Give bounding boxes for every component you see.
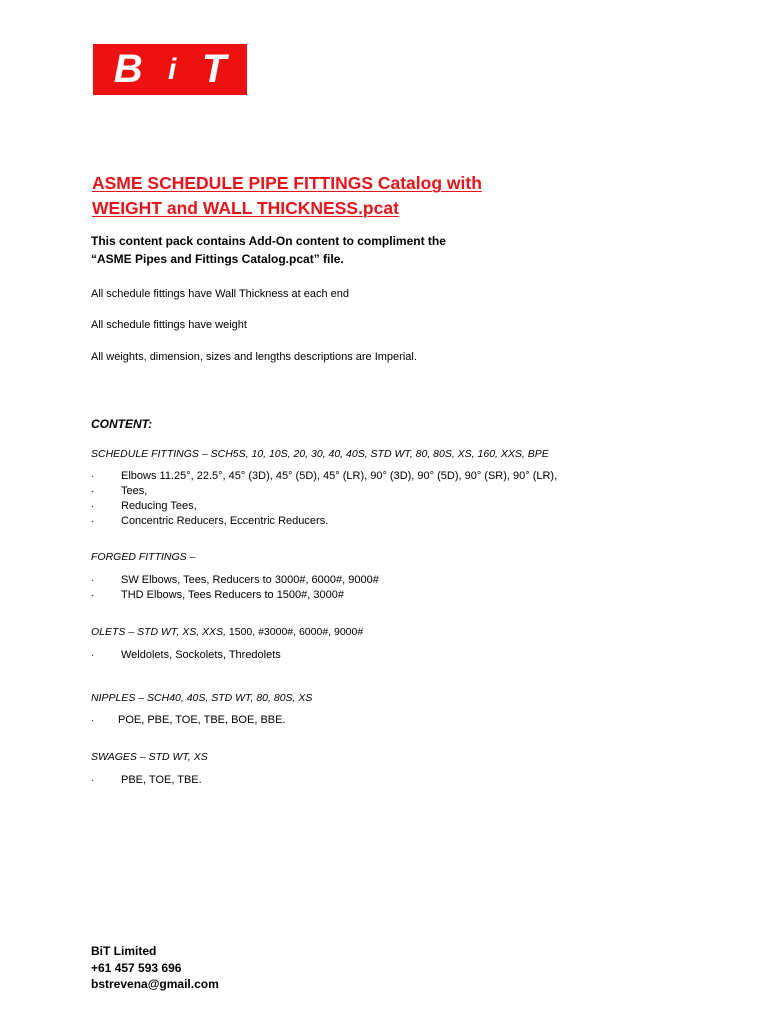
contact-footer <box>91 943 219 993</box>
olets-list <box>91 648 281 663</box>
bullet-icon: · <box>91 516 95 527</box>
forged-fittings-heading: FORGED FITTINGS – <box>91 551 196 563</box>
bullet-icon: · <box>91 575 95 586</box>
list-item: · Weldolets, Sockolets, Thredolets <box>91 649 281 661</box>
bullet-icon: · <box>91 650 95 661</box>
intro-line-2: “ASME Pipes and Fittings Catalog.pcat” file. <box>91 252 344 266</box>
list-item: · POE, PBE, TOE, TBE, BOE, BBE. <box>91 714 286 726</box>
logo-letter-i: i <box>168 53 177 86</box>
logo-letter-b: B <box>113 47 143 91</box>
bullet-icon: · <box>91 590 95 601</box>
list-item: · THD Elbows, Tees Reducers to 1500#, 3000# <box>91 589 344 601</box>
phone-number: +61 457 593 696 <box>91 960 182 975</box>
bullet-icon: · <box>91 501 95 512</box>
bit-logo <box>93 44 247 95</box>
list-item: · Elbows 11.25°, 22.5°, 45° (3D), 45° (5D), 45° (LR), 90° (3D), 90° (5D), 90° (SR), 90° (LR), <box>91 470 558 482</box>
note-imperial: All weights, dimension, sizes and lengths descriptions are Imperial. <box>91 351 417 363</box>
company-name: BiT Limited <box>91 944 157 958</box>
list-item: · Tees, <box>91 485 148 497</box>
intro-paragraph <box>91 232 446 268</box>
list-item: · Reducing Tees, <box>91 500 197 512</box>
bullet-icon: · <box>91 486 95 497</box>
swages-heading: SWAGES – STD WT, XS <box>91 751 208 763</box>
bullet-icon: · <box>91 715 95 726</box>
intro-line-1: This content pack contains Add-On content to compliment the <box>91 234 446 248</box>
schedule-fittings-list <box>91 469 557 529</box>
list-item: · Concentric Reducers, Eccentric Reducers. <box>91 515 329 527</box>
email-address: bstrevena@gmail.com <box>91 977 219 991</box>
list-item: · PBE, TOE, TBE. <box>91 774 202 786</box>
note-weight: All schedule fittings have weight <box>91 319 247 331</box>
forged-fittings-list <box>91 573 379 603</box>
list-item: · SW Elbows, Tees, Reducers to 3000#, 6000#, 9000# <box>91 574 379 586</box>
title-line-1: ASME SCHEDULE PIPE FITTINGS Catalog with <box>92 173 482 193</box>
schedule-fittings-heading: SCHEDULE FITTINGS – SCH5S, 10, 10S, 20, 30, 40, 40S, STD WT, 80, 80S, XS, 160, XXS, BPE <box>91 448 549 460</box>
title-line-2: WEIGHT and WALL THICKNESS.pcat <box>92 198 399 218</box>
nipples-heading: NIPPLES – SCH40, 40S, STD WT, 80, 80S, XS <box>91 692 313 704</box>
note-wall-thickness: All schedule fittings have Wall Thickness at each end <box>91 288 350 300</box>
document-title <box>92 171 652 221</box>
bullet-icon: · <box>91 775 95 786</box>
content-heading: CONTENT: <box>91 417 153 431</box>
logo-letter-t: T <box>201 47 227 91</box>
olets-heading: OLETS – STD WT, XS, XXS, 1500, #3000#, 6000#, 9000# <box>91 626 364 638</box>
bullet-icon: · <box>91 471 95 482</box>
nipples-list <box>91 713 286 728</box>
swages-list <box>91 773 202 788</box>
